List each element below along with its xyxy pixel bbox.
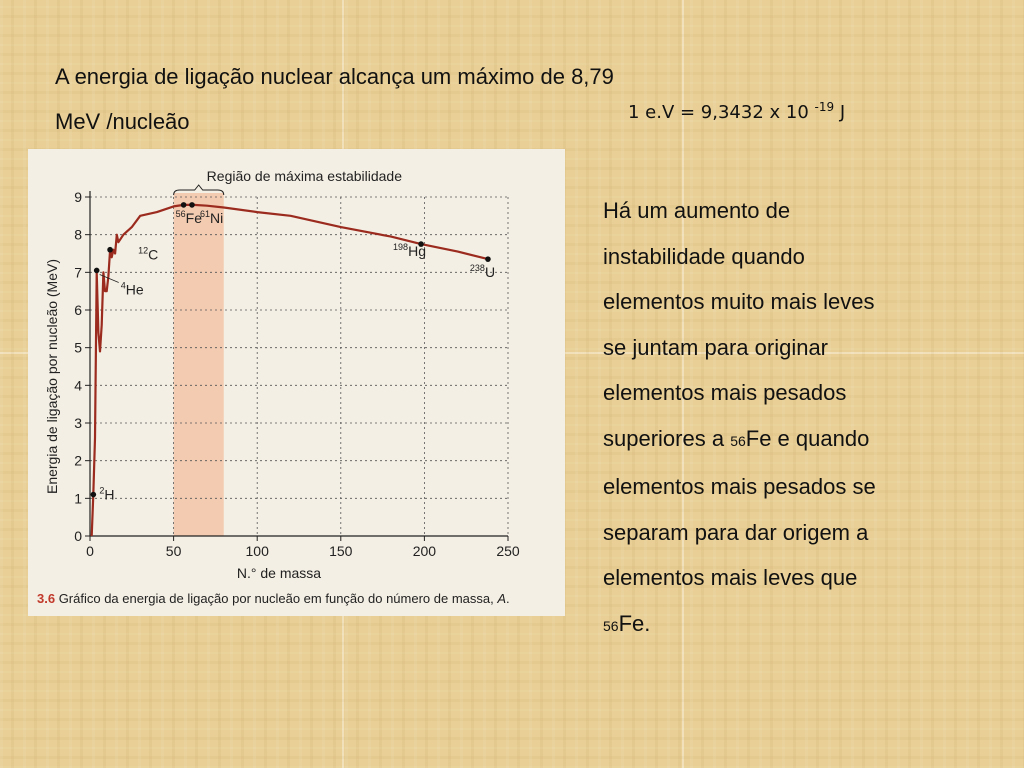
explanation-text bbox=[603, 188, 943, 649]
ev-conversion-note bbox=[628, 100, 845, 123]
point-label-he bbox=[121, 280, 144, 297]
explanation-line-10 bbox=[603, 601, 943, 650]
data-point-fe bbox=[181, 202, 187, 208]
point-label-u bbox=[470, 263, 495, 280]
point-label-symbol: H bbox=[104, 486, 115, 503]
y-tick-label: 3 bbox=[74, 415, 82, 431]
point-label-mass: 61 bbox=[199, 208, 211, 219]
explanation-line-3: elementos muito mais leves bbox=[603, 289, 875, 314]
stability-region-label: Região de máxima estabilidade bbox=[206, 168, 403, 184]
point-label-mass: 238 bbox=[469, 263, 485, 274]
point-label-symbol: Ni bbox=[210, 209, 224, 226]
explanation-line-4: se juntam para originar bbox=[603, 334, 829, 360]
point-label-mass: 12 bbox=[138, 245, 149, 256]
explanation-line-6-suffix: Fe e quando bbox=[745, 425, 870, 451]
point-label-h bbox=[99, 486, 114, 503]
y-tick-label: 5 bbox=[74, 339, 82, 356]
point-label-symbol: He bbox=[125, 281, 144, 298]
x-tick-label: 150 bbox=[329, 543, 353, 559]
caption-text: Gráfico da energia de ligação por nucleão em função do número de massa, bbox=[55, 591, 498, 606]
explanation-line-5: elementos mais pesados bbox=[603, 380, 847, 405]
explanation-last-element: Fe. bbox=[618, 610, 651, 636]
x-axis-title: N.° de massa bbox=[236, 565, 322, 581]
x-tick-label: 100 bbox=[245, 543, 269, 559]
data-point-c bbox=[107, 247, 113, 253]
point-label-symbol: C bbox=[148, 246, 159, 263]
y-tick-label: 9 bbox=[74, 189, 82, 205]
ev-note-text: 1 e.V = 9,3432 x 10 bbox=[628, 102, 815, 123]
point-label-symbol: U bbox=[484, 264, 496, 281]
explanation-line-6-mass: 56 bbox=[730, 432, 746, 449]
data-point-h bbox=[91, 492, 97, 498]
explanation-line-2: instabilidade quando bbox=[603, 243, 805, 269]
x-tick-label: 250 bbox=[496, 543, 520, 559]
point-label-mass: 198 bbox=[393, 242, 409, 253]
explanation-line-8: separam para dar origem a bbox=[603, 519, 869, 545]
ev-note-unit: J bbox=[834, 102, 846, 123]
stability-region-band bbox=[174, 193, 224, 536]
explanation-line-6-prefix: superiores a bbox=[603, 425, 731, 451]
point-label-hg bbox=[393, 242, 426, 259]
y-tick-label: 0 bbox=[74, 528, 82, 544]
data-point-u bbox=[485, 256, 491, 262]
y-tick-label: 4 bbox=[74, 377, 82, 394]
caption-number: 3.6 bbox=[37, 591, 56, 606]
y-tick-label: 7 bbox=[74, 264, 82, 281]
explanation-line-6 bbox=[603, 416, 943, 465]
explanation-line-1: Há um aumento de bbox=[603, 198, 791, 223]
data-point-he bbox=[94, 268, 100, 274]
y-tick-label: 8 bbox=[74, 226, 82, 243]
x-tick-label: 50 bbox=[165, 543, 182, 559]
point-label-symbol: Hg bbox=[408, 243, 426, 260]
point-label-symbol: Fe bbox=[185, 209, 202, 226]
point-label-c bbox=[138, 246, 158, 263]
caption-variable: A bbox=[497, 591, 507, 606]
y-tick-label: 1 bbox=[74, 490, 82, 507]
ev-note-exponent: -19 bbox=[814, 100, 835, 114]
caption-end: . bbox=[506, 591, 510, 606]
heading-line-1: A energia de ligação nuclear alcança um máximo de 8,79 MeV /nucleão bbox=[55, 64, 614, 134]
point-label-mass: 2 bbox=[99, 485, 105, 496]
explanation-last-mass: 56 bbox=[603, 617, 619, 634]
explanation-line-9: elementos mais leves que bbox=[603, 565, 858, 590]
x-tick-label: 200 bbox=[412, 543, 437, 559]
x-tick-label: 0 bbox=[86, 543, 94, 559]
data-point-ni bbox=[189, 202, 195, 208]
y-tick-label: 2 bbox=[74, 452, 82, 469]
binding-energy-figure bbox=[28, 149, 565, 616]
figure-caption bbox=[37, 591, 510, 606]
binding-energy-chart bbox=[28, 149, 565, 589]
point-label-mass: 4 bbox=[120, 280, 126, 291]
y-tick-label: 6 bbox=[74, 302, 82, 318]
explanation-line-7: elementos mais pesados se bbox=[603, 474, 876, 499]
y-axis-title: Energia de ligação por nucleão (MeV) bbox=[44, 258, 60, 495]
point-label-mass: 56 bbox=[175, 208, 186, 219]
